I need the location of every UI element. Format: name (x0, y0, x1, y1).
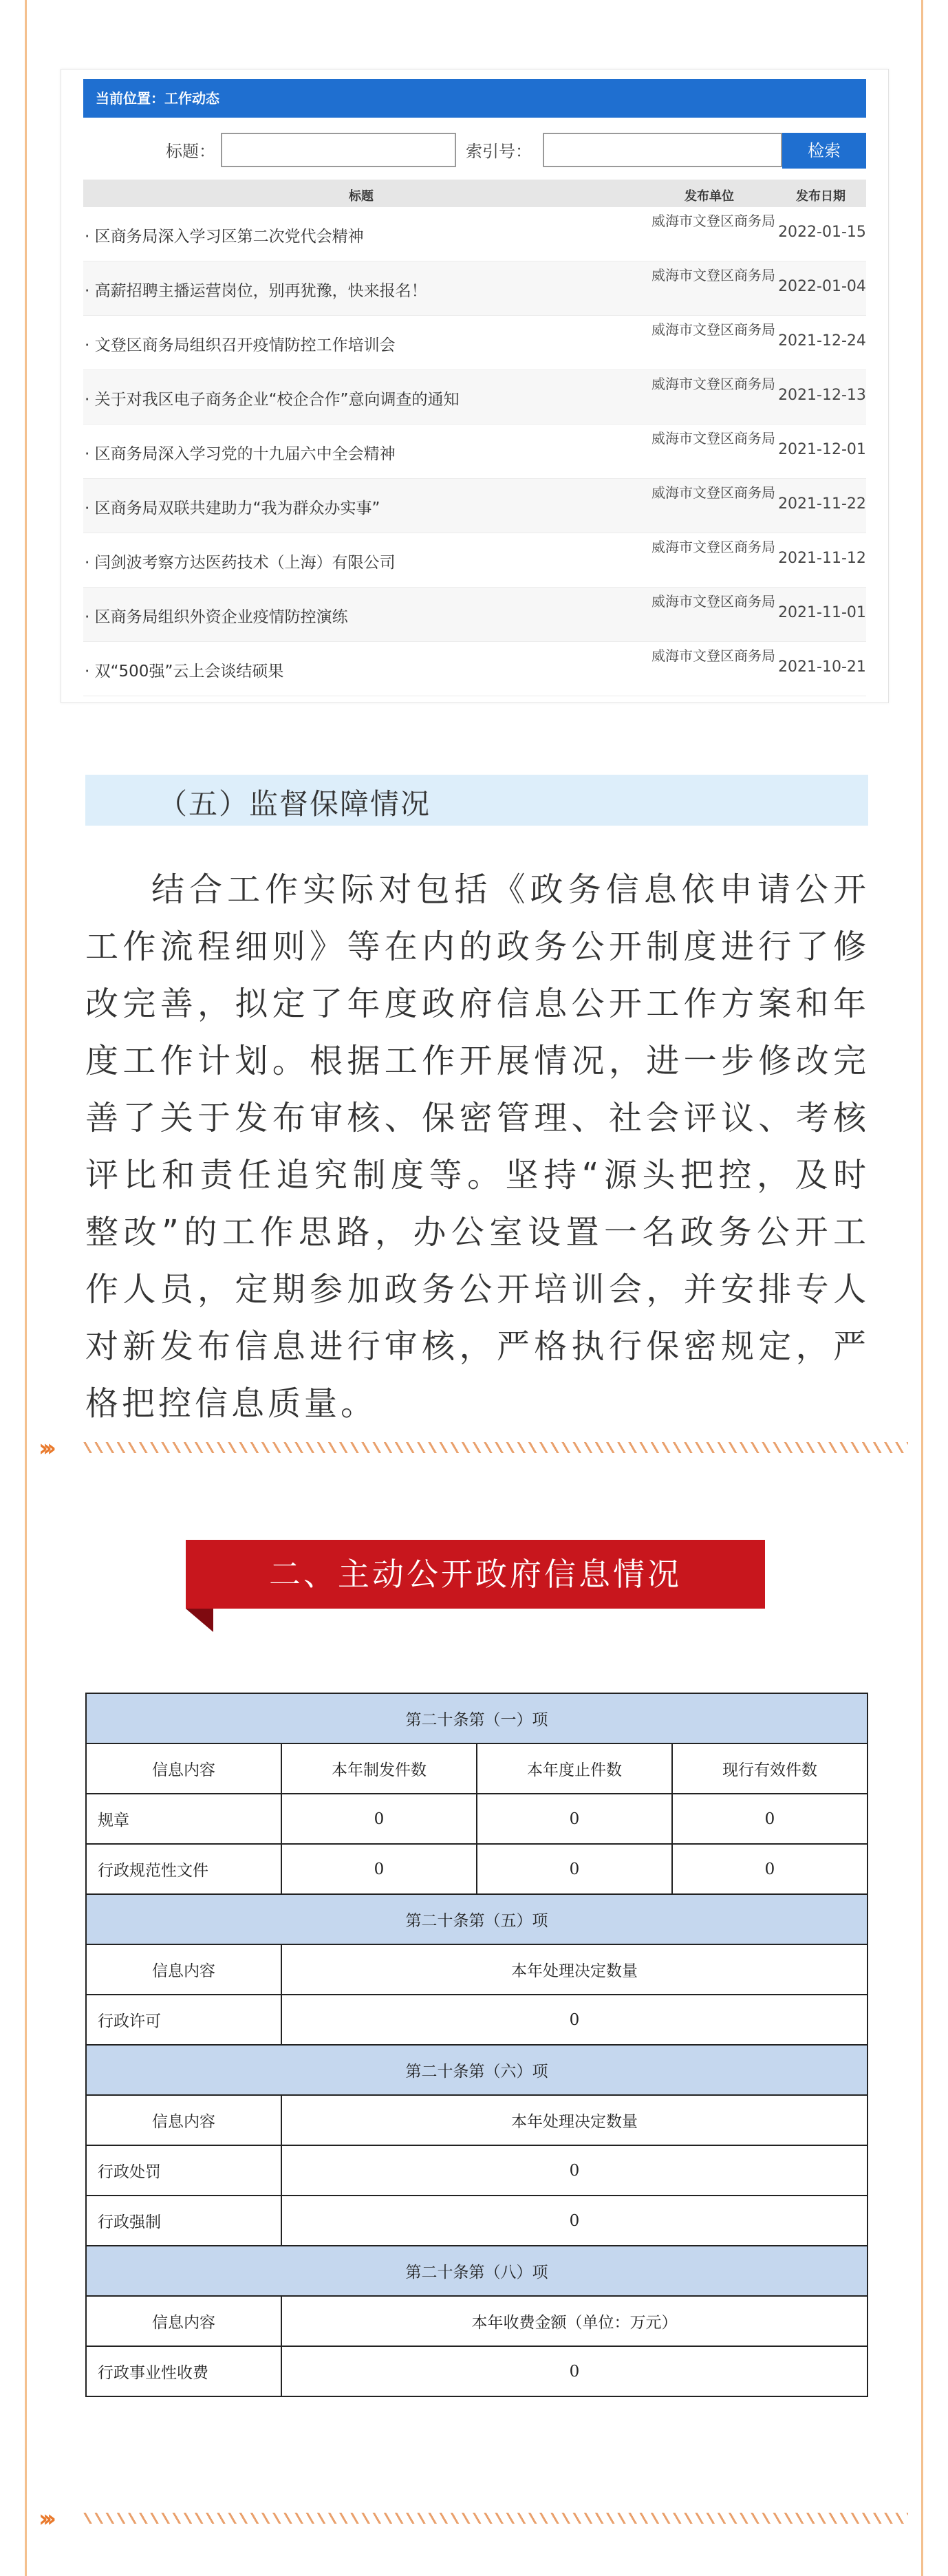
news-title-link[interactable]: · 双“500强”云上会谈结硕果 (85, 663, 284, 680)
search-bar (83, 118, 866, 180)
news-title-link[interactable]: · 区商务局组织外资企业疫情防控演练 (85, 608, 348, 626)
table-col-header: 本年度止件数 (477, 1743, 672, 1794)
news-title-link[interactable]: · 关于对我区电子商务企业“校企合作”意向调查的通知 (85, 391, 460, 409)
title-search-label: 标题： (166, 142, 215, 161)
section-heading (85, 775, 868, 826)
news-publisher: 威海市文登区商务局 (651, 213, 775, 229)
table-section-header: 第二十条第（一）项 (86, 1693, 868, 1743)
table-col-header: 信息内容 (86, 2095, 281, 2145)
news-row[interactable] (83, 370, 866, 425)
news-row[interactable] (83, 642, 866, 696)
table-col-header: 信息内容 (86, 1944, 281, 1995)
table-cell: 0 (672, 1844, 868, 1894)
table-col-header: 信息内容 (86, 2296, 281, 2346)
news-publisher: 威海市文登区商务局 (651, 376, 775, 392)
news-row[interactable] (83, 425, 866, 479)
news-publisher: 威海市文登区商务局 (651, 593, 775, 610)
news-publisher: 威海市文登区商务局 (651, 539, 775, 555)
news-title-link[interactable]: · 区商务局深入学习党的十九届六中全会精神 (85, 445, 396, 463)
news-date: 2022-01-04 (778, 278, 866, 295)
news-publisher: 威海市文登区商务局 (651, 647, 775, 664)
table-row (86, 1844, 868, 1894)
slash-pattern (83, 1442, 908, 1453)
table-col-header: 本年制发件数 (281, 1743, 477, 1794)
table-cell: 0 (281, 2346, 868, 2396)
table-cell: 0 (281, 1794, 477, 1844)
table-cell: 0 (281, 1844, 477, 1894)
news-title-link[interactable]: · 文登区商务局组织召开疫情防控工作培训会 (85, 336, 396, 354)
table-row (86, 1794, 868, 1844)
news-list-screenshot (61, 69, 889, 703)
breadcrumb: 当前位置：工作动态 (83, 79, 866, 118)
slash-pattern (83, 2513, 908, 2524)
column-publisher: 发布单位 (685, 189, 734, 204)
table-row (86, 2346, 868, 2396)
table-row-label: 行政许可 (86, 1995, 281, 2045)
table-section-header: 第二十条第（五）项 (86, 1894, 868, 1944)
double-chevron-icon: ››› (39, 1435, 52, 1462)
index-search-label: 索引号： (466, 142, 532, 161)
table-section-header: 第二十条第（六）项 (86, 2045, 868, 2095)
table-col-header: 本年处理决定数量 (281, 2095, 868, 2145)
table-cell: 0 (281, 1995, 868, 2045)
table-row-label: 行政强制 (86, 2196, 281, 2246)
table-row-label: 规章 (86, 1794, 281, 1844)
news-row[interactable] (83, 479, 866, 533)
news-rows (83, 207, 866, 696)
title-search-input[interactable] (221, 133, 456, 167)
news-publisher: 威海市文登区商务局 (651, 321, 775, 338)
news-date: 2021-11-01 (778, 604, 866, 621)
news-publisher: 威海市文登区商务局 (651, 484, 775, 501)
news-row[interactable] (83, 261, 866, 316)
news-title-link[interactable]: · 闫剑波考察方达医药技术（上海）有限公司 (85, 554, 396, 572)
news-row[interactable] (83, 533, 866, 588)
news-title-link[interactable]: · 区商务局双联共建助力“我为群众办实事” (85, 500, 380, 517)
news-date: 2021-12-24 (778, 332, 866, 350)
table-cell: 0 (477, 1794, 672, 1844)
news-date: 2022-01-15 (778, 224, 866, 241)
news-row[interactable] (83, 588, 866, 642)
table-row-label: 行政处罚 (86, 2145, 281, 2196)
news-date: 2021-10-21 (778, 658, 866, 676)
search-button[interactable]: 检索 (782, 133, 866, 169)
table-row (86, 1995, 868, 2045)
table-row-label: 行政事业性收费 (86, 2346, 281, 2396)
news-date: 2021-11-22 (778, 495, 866, 513)
column-date: 发布日期 (796, 189, 845, 204)
news-row[interactable] (83, 207, 866, 261)
chapter-banner-title: 二、主动公开政府信息情况 (269, 1556, 682, 1593)
table-col-header: 本年处理决定数量 (281, 1944, 868, 1995)
index-search-input[interactable] (543, 133, 782, 167)
news-publisher: 威海市文登区商务局 (651, 430, 775, 447)
news-date: 2021-12-01 (778, 441, 866, 458)
table-col-header: 本年收费金额（单位：万元） (281, 2296, 868, 2346)
table-section-header: 第二十条第（八）项 (86, 2246, 868, 2296)
table-cell: 0 (477, 1844, 672, 1894)
news-list-panel (83, 79, 866, 696)
news-publisher: 威海市文登区商务局 (651, 267, 775, 283)
left-frame-line (25, 0, 27, 2576)
news-title-link[interactable]: · 区商务局深入学习区第二次党代会精神 (85, 228, 364, 246)
banner-fold-decoration (186, 1609, 213, 1632)
section-paragraph: 结合工作实际对包括《政务信息依申请公开工作流程细则》等在内的政务公开制度进行了修改完善，拟定了年度政府信息公开工作方案和年度工作计划。根据工作开展情况，进一步修改完善了关于发布审核、保密管理、社会评议、考核评比和责任追究制度等。坚持“源头把控，及时整改”的工作思路，办公室设置一名政务公开工作人员，定期参加政务公开培训会，并安排专人对新发布信息进行审核，严格执行保密规定，严格把控信息质量。 (85, 870, 870, 1423)
table-col-header: 信息内容 (86, 1743, 281, 1794)
table-col-header: 现行有效件数 (672, 1743, 868, 1794)
table-cell: 0 (281, 2196, 868, 2246)
right-frame-line (921, 0, 923, 2576)
decorative-divider (39, 2505, 909, 2533)
column-title: 标题 (349, 189, 374, 204)
table-cell: 0 (281, 2145, 868, 2196)
news-row[interactable] (83, 316, 866, 370)
news-date: 2021-12-13 (778, 387, 866, 404)
disclosure-table (85, 1693, 868, 2397)
decorative-divider (39, 1435, 909, 1462)
table-cell: 0 (672, 1794, 868, 1844)
table-row (86, 2145, 868, 2196)
section-heading-text: （五）监督保障情况 (158, 787, 431, 821)
double-chevron-icon: ››› (39, 2505, 52, 2533)
news-title-link[interactable]: · 高薪招聘主播运营岗位，别再犹豫，快来报名！ (85, 282, 427, 300)
table-row (86, 2196, 868, 2246)
chapter-banner (186, 1540, 765, 1609)
news-table-header (83, 180, 866, 207)
news-date: 2021-11-12 (778, 550, 866, 567)
table-row-label: 行政规范性文件 (86, 1844, 281, 1894)
